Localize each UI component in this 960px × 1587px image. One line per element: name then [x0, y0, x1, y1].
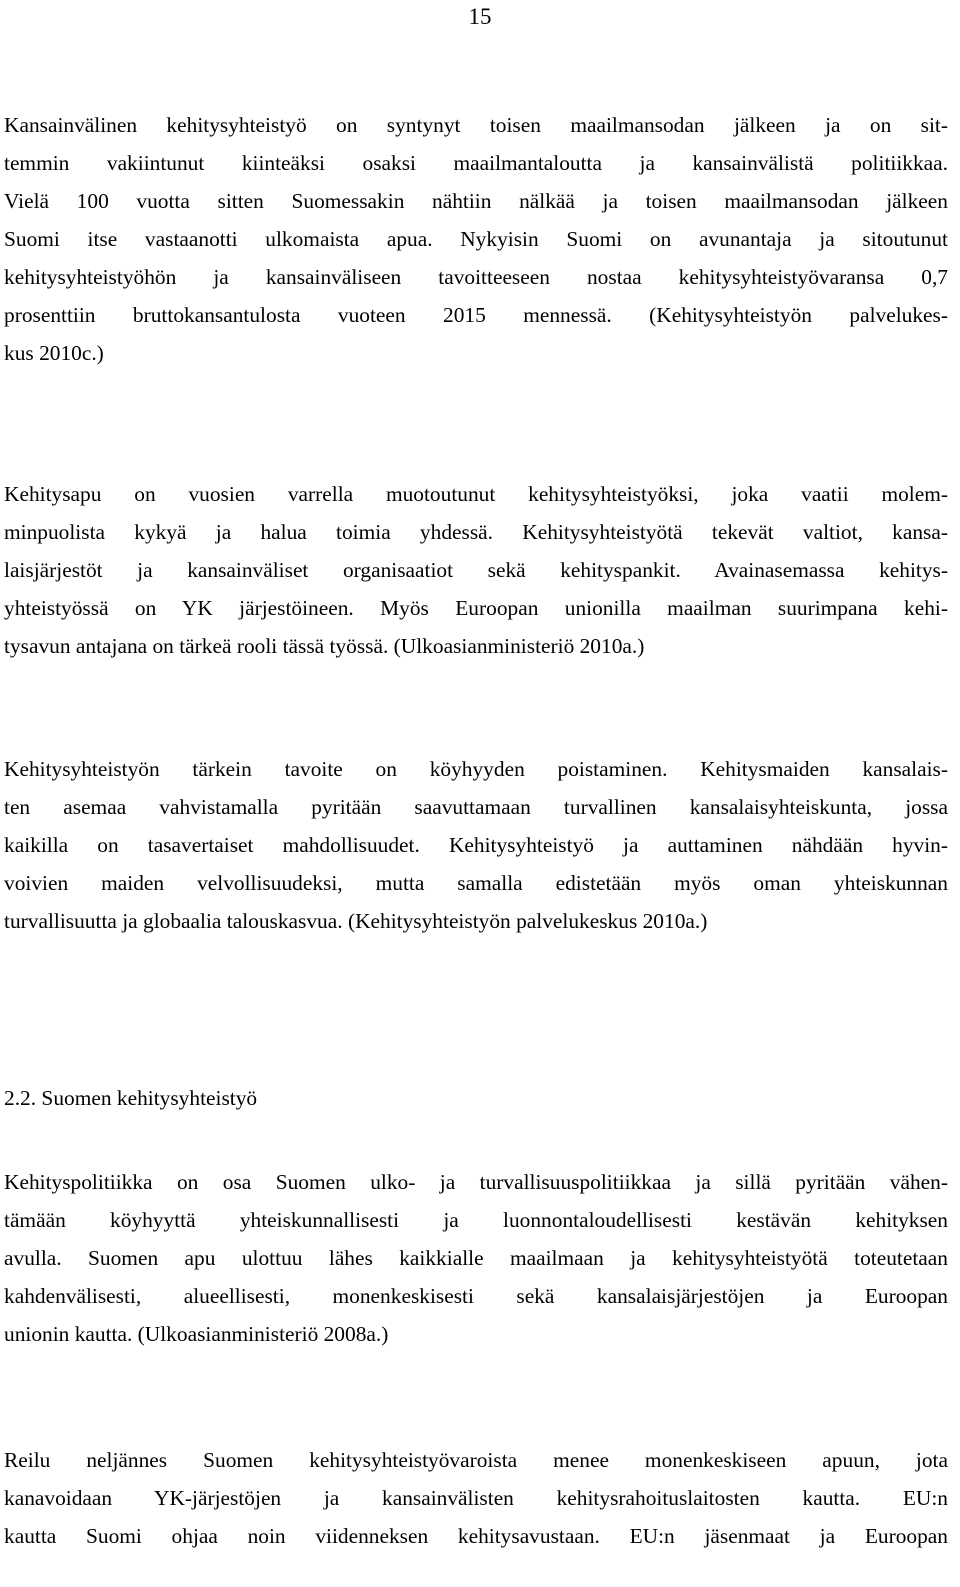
text-line: voivien maiden velvollisuudeksi, mutta samalla edistetään myös oman yhteiskunnan — [4, 871, 948, 895]
text-line: laisjärjestöt ja kansainväliset organisaatiot sekä kehityspankit. Avainasemassa kehitys- — [4, 558, 948, 582]
text-line: kus 2010c.) — [4, 341, 104, 365]
paragraph-multilateral-aid — [4, 1441, 948, 1555]
text-line: kaikilla on tasavertaiset mahdollisuudet. Kehitysyhteistyö ja auttaminen nähdään hyvin- — [4, 833, 948, 857]
text-line: yhteistyössä on YK järjestöineen. Myös Euroopan unionilla maailman suurimpana kehi- — [4, 596, 948, 620]
text-line: Suomi itse vastaanotti ulkomaista apua. Nykyisin Suomi on avunantaja ja sitoutunut — [4, 227, 948, 251]
text-line: Vielä 100 vuotta sitten Suomessakin nähtiin nälkää ja toisen maailmansodan jälkeen — [4, 189, 948, 213]
text-line: ten asemaa vahvistamalla pyritään saavuttamaan turvallinen kansalaisyhteiskunta, jossa — [4, 795, 948, 819]
text-line: Kehitysapu on vuosien varrella muotoutunut kehitysyhteistyöksi, joka vaatii molem- — [4, 482, 948, 506]
text-line: kanavoidaan YK-järjestöjen ja kansainvälisten kehitysrahoituslaitosten kautta. EU:n — [4, 1486, 948, 1510]
paragraph-development-history — [4, 106, 948, 372]
paragraph-development-goal — [4, 750, 948, 940]
paragraph-development-aid — [4, 475, 948, 665]
section-heading: 2.2. Suomen kehitysyhteistyö — [4, 1086, 258, 1110]
text-line: kahdenvälisesti, alueellisesti, monenkeskisesti sekä kansalaisjärjestöjen ja Euroopan — [4, 1284, 948, 1308]
text-line: Kansainvälinen kehitysyhteistyö on syntynyt toisen maailmansodan jälkeen ja on sit- — [4, 113, 948, 137]
text-line: Reilu neljännes Suomen kehitysyhteistyövaroista menee monenkeskiseen apuun, jota — [4, 1448, 948, 1472]
text-line: temmin vakiintunut kiinteäksi osaksi maailmantaloutta ja kansainvälistä politiikkaa. — [4, 151, 948, 175]
text-line: Kehitysyhteistyön tärkein tavoite on köyhyyden poistaminen. Kehitysmaiden kansalais- — [4, 757, 948, 781]
text-line: turvallisuutta ja globaalia talouskasvua. (Kehitysyhteistyön palvelukeskus 2010a.) — [4, 909, 708, 933]
text-line: prosenttiin bruttokansantulosta vuoteen 2015 mennessä. (Kehitysyhteistyön palvelukes- — [4, 303, 948, 327]
text-line: tysavun antajana on tärkeä rooli tässä työssä. (Ulkoasianministeriö 2010a.) — [4, 634, 645, 658]
text-line: unionin kautta. (Ulkoasianministeriö 2008a.) — [4, 1322, 389, 1346]
page-number: 15 — [468, 4, 492, 29]
text-line: tämään köyhyyttä yhteiskunnallisesti ja luonnontaloudellisesti kestävän kehityksen — [4, 1208, 948, 1232]
paragraph-finnish-policy — [4, 1163, 948, 1353]
text-line: kautta Suomi ohjaa noin viidenneksen kehitysavustaan. EU:n jäsenmaat ja Euroopan — [4, 1524, 948, 1548]
text-line: Kehityspolitiikka on osa Suomen ulko- ja turvallisuuspolitiikkaa ja sillä pyritään vähen- — [4, 1170, 948, 1194]
text-line: kehitysyhteistyöhön ja kansainväliseen tavoitteeseen nostaa kehitysyhteistyövaransa 0,7 — [4, 265, 948, 289]
text-line: avulla. Suomen apu ulottuu lähes kaikkialle maailmaan ja kehitysyhteistyötä toteutetaan — [4, 1246, 948, 1270]
text-line: minpuolista kykyä ja halua toimia yhdessä. Kehitysyhteistyötä tekevät valtiot, kansa- — [4, 520, 948, 544]
